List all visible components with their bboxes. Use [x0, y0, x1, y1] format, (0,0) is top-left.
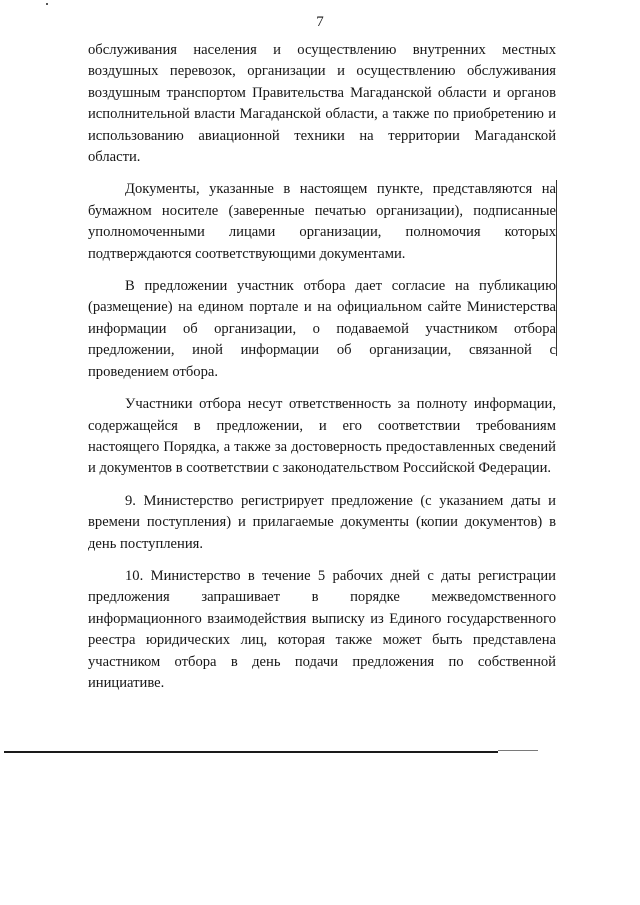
page-number: 7: [316, 14, 324, 30]
scan-speck: [46, 3, 48, 5]
paragraph-documents: Документы, указанные в настоящем пункте, представляются на бумажном носителе (заверенные печатью организации), подписанные уполномоченными лицами организации, полномочия которых подтверждаются соответствующими документами.: [88, 181, 556, 262]
bottom-rule: [4, 751, 498, 753]
paragraph-responsibility: Участники отбора несут ответственность за полноту информации, содержащейся в предложении, и его соответствии требованиям настоящего Порядка, а также за достоверность предоставленных сведений и документов в соответствии с законодательством Российской Федерации.: [88, 396, 556, 477]
paragraph-item-9: 9. Министерство регистрирует предложение (с указанием даты и времени поступления) и прилагаемые документы (копии документов) в день поступления.: [88, 492, 556, 552]
paragraph-item-10: 10. Министерство в течение 5 рабочих дней с даты регистрации предложения запрашивает в порядке межведомственного информационного взаимодействия выписку из Единого государственного реестра юридических лиц, которая также может быть представлена участником отбора в день подачи предложения по собственной инициативе.: [88, 567, 556, 691]
document-body: [88, 40, 556, 705]
scan-edge-line: [556, 180, 557, 356]
bottom-rule-fade: [498, 750, 538, 751]
paragraph-consent: В предложении участник отбора дает согласие на публикацию (размещение) на едином портале и на официальном сайте Министерства информации об организации, о подаваемой участником отбора предложении, иной информации об организации, связанной с проведением отбора.: [88, 278, 556, 380]
paragraph-continued: обслуживания населения и осуществлению внутренних местных воздушных перевозок, организации и осуществлению обслуживания воздушным транспортом Правительства Магаданской области и органов исполнительной власти Магаданской области, а также по приобретению и использованию авиационной техники на территории Магаданской области.: [88, 42, 556, 166]
